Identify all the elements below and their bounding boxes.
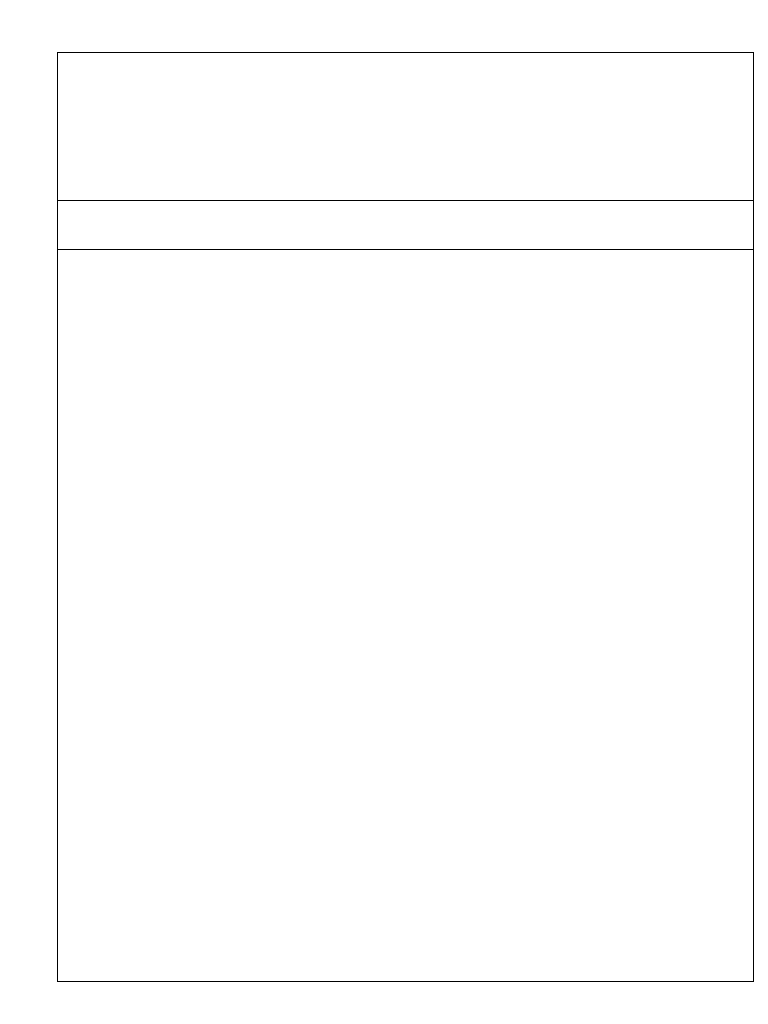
table-header-bottom-line [58,249,753,250]
table-top-line [58,200,753,201]
boring-log-frame [57,52,754,982]
